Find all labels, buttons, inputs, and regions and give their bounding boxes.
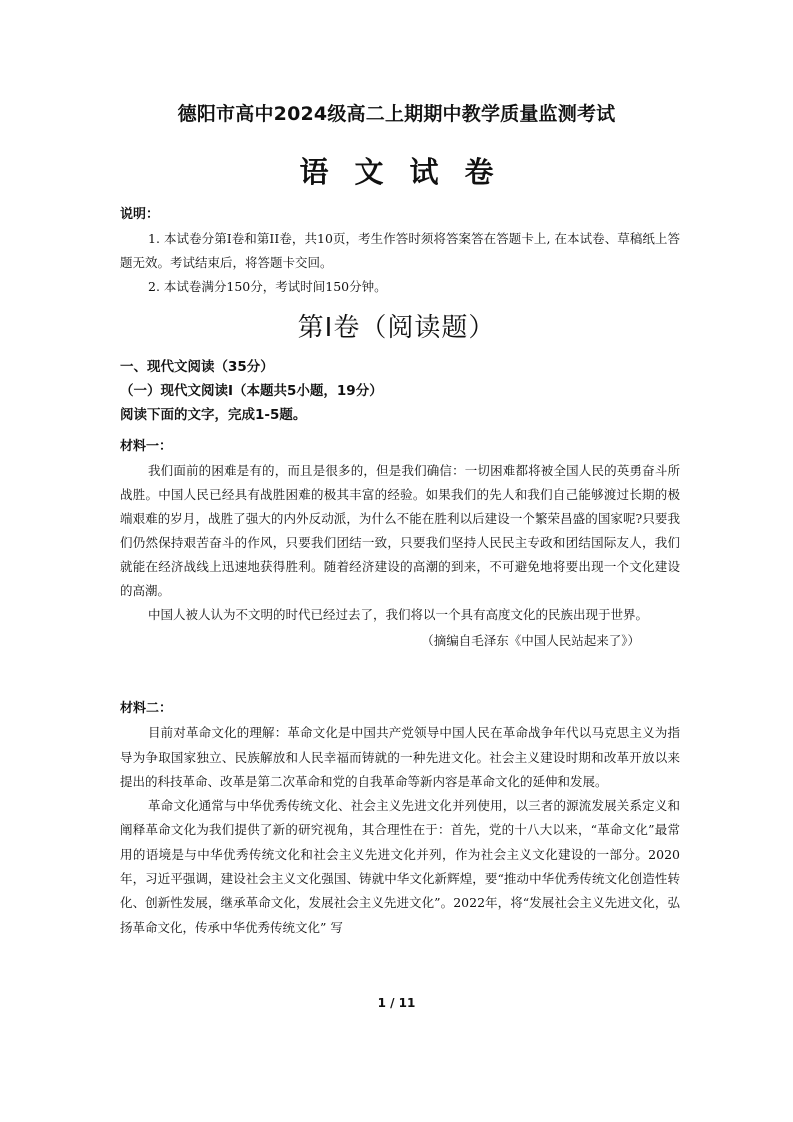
material-one bbox=[120, 435, 680, 653]
material-paragraph: 我们面前的困难是有的，而且是很多的，但是我们确信：一切困难都将被全国人民的英勇奋斗所战胜。中国人民已经具有战胜困难的极其丰富的经验。如果我们的先人和我们自己能够渡过长期的极端艰难的岁月，战胜了强大的内外反动派，为什么不能在胜利以后建设一个繁荣昌盛的国家呢?只要我们仍然保持艰苦奋斗的作风，只要我们团结一致，只要我们坚持人民民主专政和团结国际友人，我们就能在经济战线上迅速地获得胜利。随着经济建设的高潮的到来，不可避免地将要出现一个文化建设的高潮。 bbox=[120, 463, 680, 598]
document-title: 语文试卷 bbox=[299, 155, 520, 189]
material-two bbox=[120, 697, 680, 940]
sub-heading: （一）现代文阅读Ⅰ（本题共5小题，19分） bbox=[120, 383, 383, 399]
material-paragraph: 革命文化通常与中华优秀传统文化、社会主义先进文化并列使用，以三者的源流发展关系定义和阐释革命文化为我们提供了新的研究视角，其合理性在于：首先，党的十八大以来，“革命文化”最常用的语境是与中华优秀传统文化和社会主义先进文化并列，作为社会主义文化建设的一部分。2020年，习近平强调，建设社会主义文化强国、铸就中华文化新辉煌，要“推动中华优秀传统文化创造性转化、创新性发展，继承革命文化，发展社会主义先进文化”。2022年，将“发展社会主义先进文化，弘扬革命文化，传承中华优秀传统文化” 写 bbox=[120, 798, 680, 935]
instructions-block bbox=[120, 203, 680, 299]
material-one-label: 材料一： bbox=[120, 439, 173, 454]
part-heading: 一、现代文阅读（35分） bbox=[120, 359, 274, 375]
reading-directive: 阅读下面的文字，完成1-5题。 bbox=[120, 407, 307, 423]
exam-header-title: 德阳市高中2024级高二上期期中教学质量监测考试 bbox=[177, 103, 616, 125]
instructions-label: 说明： bbox=[120, 207, 160, 222]
instruction-item: 2. 本试卷满分150分，考试时间150分钟。 bbox=[148, 279, 387, 294]
reading-heading-block bbox=[120, 355, 680, 427]
material-two-label: 材料二： bbox=[120, 701, 173, 716]
material-paragraph: 目前对革命文化的理解：革命文化是中国共产党领导中国人民在革命战争年代以马克思主义为指导为争取国家独立、民族解放和人民幸福而铸就的一种先进文化。社会主义建设时期和改革开放以来提出的科技革命、改革是第二次革命和党的自我革命等新内容是革命文化的延伸和发展。 bbox=[120, 725, 680, 789]
page-number: 1 / 11 bbox=[377, 996, 416, 1010]
material-paragraph: 中国人被人认为不文明的时代已经过去了，我们将以一个具有高度文化的民族出现于世界。 bbox=[148, 607, 649, 622]
instruction-item: 1. 本试卷分第Ⅰ卷和第II卷，共10页，考生作答时须将答案答在答题卡上, 在本试卷、草稿纸上答题无效。考试结束后，将答题卡交回。 bbox=[120, 231, 680, 270]
material-source: （摘编自毛泽东《中国人民站起来了》） bbox=[421, 633, 640, 648]
section-title: 第Ⅰ卷（阅读题） bbox=[297, 313, 496, 343]
